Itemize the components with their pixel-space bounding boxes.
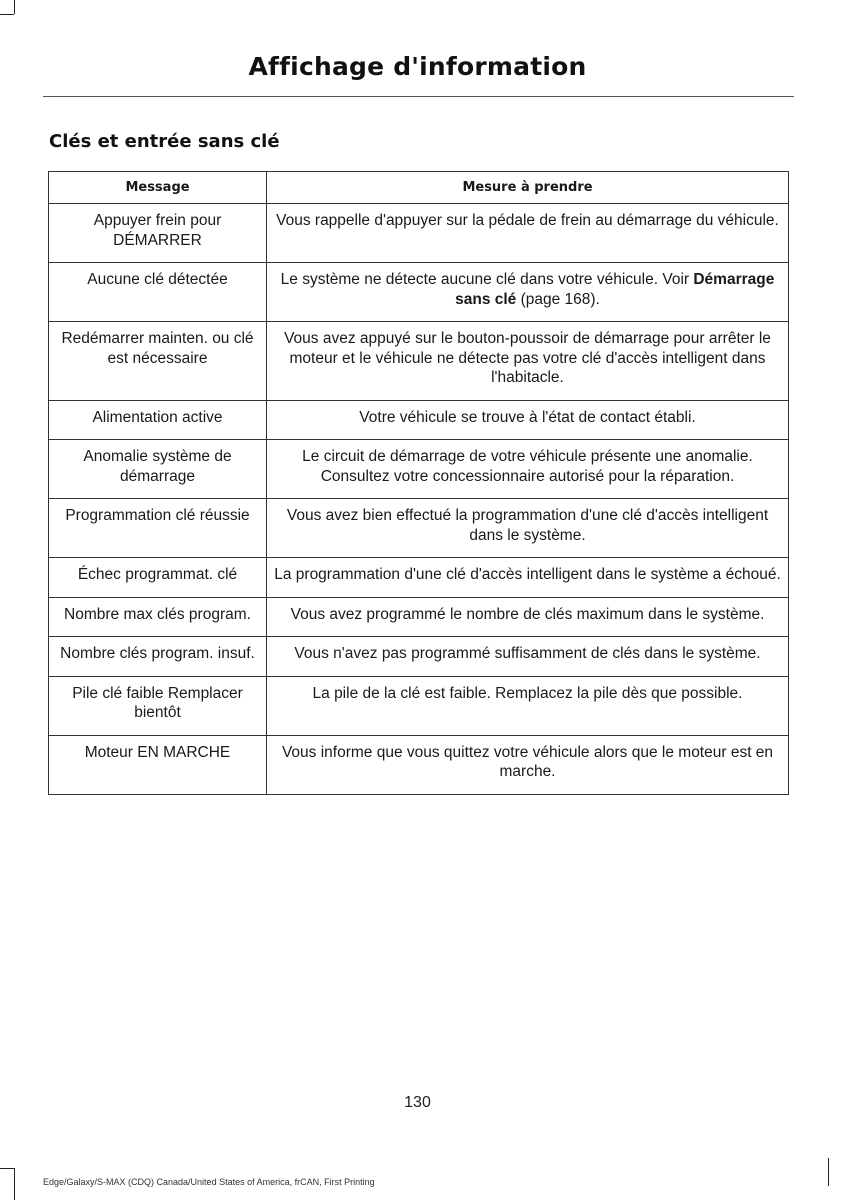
crop-mark-bottom-left-vertical xyxy=(14,1168,15,1200)
action-cell: La programmation d'une clé d'accès intelligent dans le système a échoué. xyxy=(267,558,789,598)
action-cell: Vous n'avez pas programmé suffisamment de clés dans le système. xyxy=(267,637,789,677)
action-cell: Vous avez appuyé sur le bouton-poussoir de démarrage pour arrêter le moteur et le véhicule ne détecte pas votre clé d'accès intelligent dans l'habitacle. xyxy=(267,322,789,401)
message-cell: Anomalie système de démarrage xyxy=(49,440,267,499)
table-row xyxy=(49,400,789,440)
crop-mark-bottom-left-horizontal xyxy=(0,1168,14,1169)
table-row xyxy=(49,322,789,401)
table-row xyxy=(49,499,789,558)
action-cell: Votre véhicule se trouve à l'état de contact établi. xyxy=(267,400,789,440)
message-cell: Alimentation active xyxy=(49,400,267,440)
crop-mark-bottom-right-vertical xyxy=(828,1158,829,1186)
table-row xyxy=(49,263,789,322)
action-cell: Le circuit de démarrage de votre véhicule présente une anomalie. Consultez votre concessionnaire autorisé pour la réparation. xyxy=(267,440,789,499)
action-text: Le système ne détecte aucune clé dans votre véhicule. Voir xyxy=(280,271,694,288)
message-cell: Appuyer frein pour DÉMARRER xyxy=(49,204,267,263)
cross-reference-link[interactable]: Démarrage sans clé xyxy=(455,271,775,308)
table-row xyxy=(49,204,789,263)
page-title: Affichage d'information xyxy=(248,52,587,81)
message-cell: Redémarrer mainten. ou clé est nécessaire xyxy=(49,322,267,401)
message-cell: Nombre max clés program. xyxy=(49,597,267,637)
crop-mark-top-left-vertical xyxy=(14,0,15,14)
table-row xyxy=(49,597,789,637)
message-table xyxy=(48,171,789,795)
action-cell: Vous informe que vous quittez votre véhicule alors que le moteur est en marche. xyxy=(267,735,789,794)
action-cell: Vous avez bien effectué la programmation d'une clé d'accès intelligent dans le système. xyxy=(267,499,789,558)
message-cell: Moteur EN MARCHE xyxy=(49,735,267,794)
table-row xyxy=(49,558,789,598)
crop-mark-top-left-horizontal xyxy=(0,14,14,15)
footer-print-info: Edge/Galaxy/S-MAX (CDQ) Canada/United States of America, frCAN, First Printing xyxy=(43,1177,375,1187)
page-number: 130 xyxy=(404,1094,431,1111)
message-cell: Nombre clés program. insuf. xyxy=(49,637,267,677)
action-cell xyxy=(267,263,789,322)
message-cell: Programmation clé réussie xyxy=(49,499,267,558)
action-cell: Vous rappelle d'appuyer sur la pédale de frein au démarrage du véhicule. xyxy=(267,204,789,263)
action-cell: La pile de la clé est faible. Remplacez la pile dès que possible. xyxy=(267,676,789,735)
action-cell: Vous avez programmé le nombre de clés maximum dans le système. xyxy=(267,597,789,637)
table-row xyxy=(49,676,789,735)
page-reference: (page 168). xyxy=(516,290,600,308)
column-header-message: Message xyxy=(49,172,267,204)
table-row xyxy=(49,637,789,677)
column-header-action: Mesure à prendre xyxy=(267,172,789,204)
title-divider xyxy=(43,96,794,97)
message-cell: Pile clé faible Remplacer bientôt xyxy=(49,676,267,735)
table-header-row xyxy=(49,172,789,204)
section-heading: Clés et entrée sans clé xyxy=(49,131,280,152)
table-row xyxy=(49,735,789,794)
message-cell: Aucune clé détectée xyxy=(49,263,267,322)
table-row xyxy=(49,440,789,499)
message-cell: Échec programmat. clé xyxy=(49,558,267,598)
